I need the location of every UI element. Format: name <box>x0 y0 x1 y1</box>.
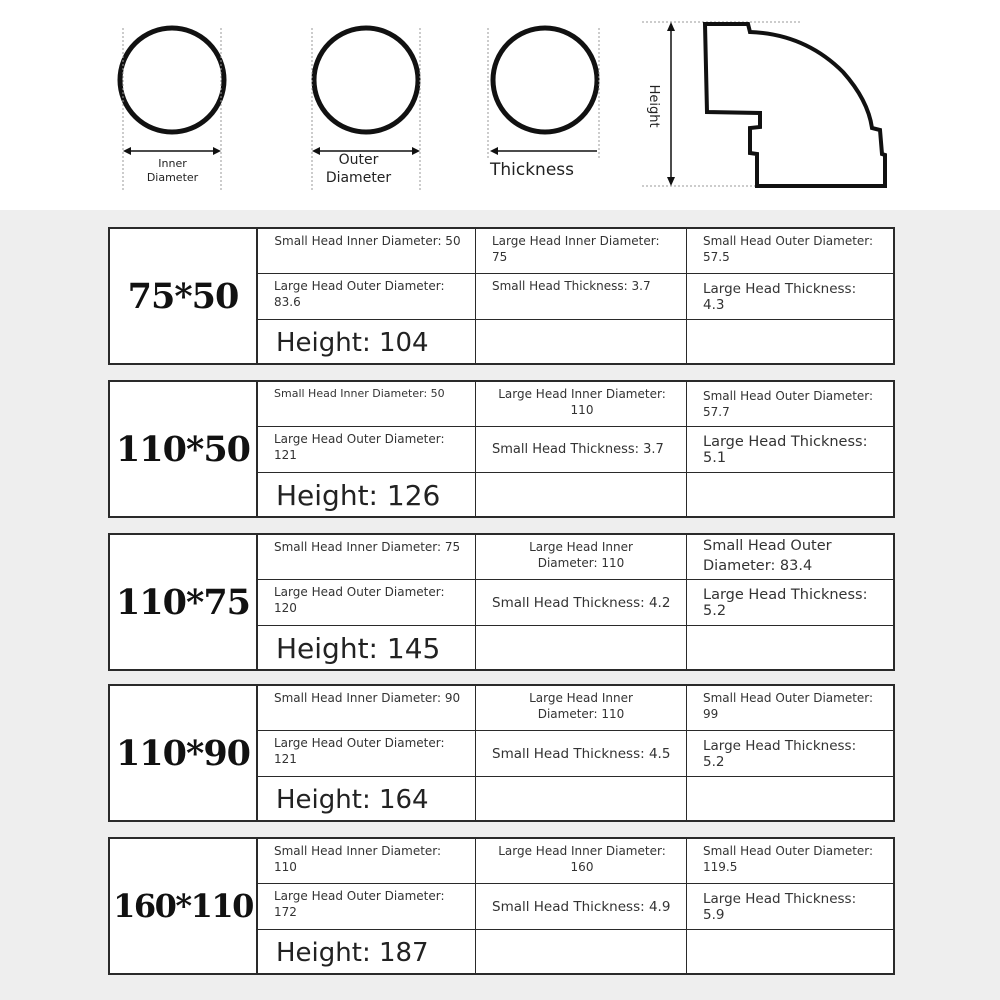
large-inner-diameter: Large Head Inner Diameter: 110 <box>476 686 687 731</box>
thickness-label: Thickness <box>489 160 575 180</box>
height-value: Height: 145 <box>258 626 476 671</box>
diagram-header <box>0 0 1000 210</box>
empty-cell <box>476 320 687 365</box>
small-inner-diameter: Small Head Inner Diameter: 110 <box>258 839 476 884</box>
empty-cell <box>476 777 687 822</box>
small-inner-diameter: Small Head Inner Diameter: 75 <box>258 535 476 580</box>
large-inner-diameter: Large Head Inner Diameter: 110 <box>476 535 687 580</box>
large-inner-diameter: Large Head Inner Diameter: 75 <box>476 229 687 274</box>
small-head-thickness: Small Head Thickness: 4.2 <box>476 580 687 626</box>
large-head-thickness: Large Head Thickness: 5.2 <box>687 580 895 626</box>
height-value: Height: 164 <box>258 777 476 822</box>
small-outer-diameter: Small Head Outer Diameter: 57.5 <box>687 229 895 274</box>
empty-cell <box>476 930 687 975</box>
small-head-thickness: Small Head Thickness: 3.7 <box>476 427 687 473</box>
empty-cell <box>687 626 895 671</box>
empty-cell <box>476 626 687 671</box>
large-head-thickness: Large Head Thickness: 5.9 <box>687 884 895 930</box>
size-label: 110*90 <box>110 686 258 820</box>
small-outer-diameter: Small Head Outer Diameter: 83.4 <box>687 535 895 580</box>
small-outer-diameter: Small Head Outer Diameter: 119.5 <box>687 839 895 884</box>
large-head-thickness: Large Head Thickness: 4.3 <box>687 274 895 320</box>
height-value: Height: 126 <box>258 473 476 518</box>
small-head-thickness: Small Head Thickness: 4.9 <box>476 884 687 930</box>
large-inner-diameter: Large Head Inner Diameter: 110 <box>476 382 687 427</box>
large-head-thickness: Large Head Thickness: 5.2 <box>687 731 895 777</box>
size-label: 160*110 <box>110 839 258 973</box>
height-value: Height: 187 <box>258 930 476 975</box>
large-outer-diameter: Large Head Outer Diameter: 121 <box>258 427 476 473</box>
large-head-thickness: Large Head Thickness: 5.1 <box>687 427 895 473</box>
small-inner-diameter: Small Head Inner Diameter: 50 <box>258 229 476 274</box>
small-head-thickness: Small Head Thickness: 3.7 <box>476 274 687 320</box>
size-label: 110*75 <box>110 535 258 669</box>
large-outer-diameter: Large Head Outer Diameter: 172 <box>258 884 476 930</box>
large-inner-diameter: Large Head Inner Diameter: 160 <box>476 839 687 884</box>
empty-cell <box>687 930 895 975</box>
large-outer-diameter: Large Head Outer Diameter: 121 <box>258 731 476 777</box>
spec-table <box>108 380 895 518</box>
small-head-thickness: Small Head Thickness: 4.5 <box>476 731 687 777</box>
spec-table <box>108 227 895 365</box>
size-label: 75*50 <box>110 229 258 363</box>
size-label: 110*50 <box>110 382 258 516</box>
spec-table <box>108 533 895 671</box>
empty-cell <box>476 473 687 518</box>
spec-table <box>108 684 895 822</box>
empty-cell <box>687 777 895 822</box>
empty-cell <box>687 473 895 518</box>
height-label: Height <box>646 84 662 128</box>
outer-diameter-label: Outer Diameter <box>325 152 392 186</box>
thickness-diagram <box>488 28 599 160</box>
empty-cell <box>687 320 895 365</box>
large-outer-diameter: Large Head Outer Diameter: 120 <box>258 580 476 626</box>
small-inner-diameter: Small Head Inner Diameter: 50 <box>258 382 476 427</box>
spec-table <box>108 837 895 975</box>
small-outer-diameter: Small Head Outer Diameter: 57.7 <box>687 382 895 427</box>
small-inner-diameter: Small Head Inner Diameter: 90 <box>258 686 476 731</box>
height-value: Height: 104 <box>258 320 476 365</box>
large-outer-diameter: Large Head Outer Diameter: 83.6 <box>258 274 476 320</box>
elbow-height-diagram <box>642 22 885 186</box>
inner-diameter-label: Inner Diameter <box>146 157 199 184</box>
small-outer-diameter: Small Head Outer Diameter: 99 <box>687 686 895 731</box>
